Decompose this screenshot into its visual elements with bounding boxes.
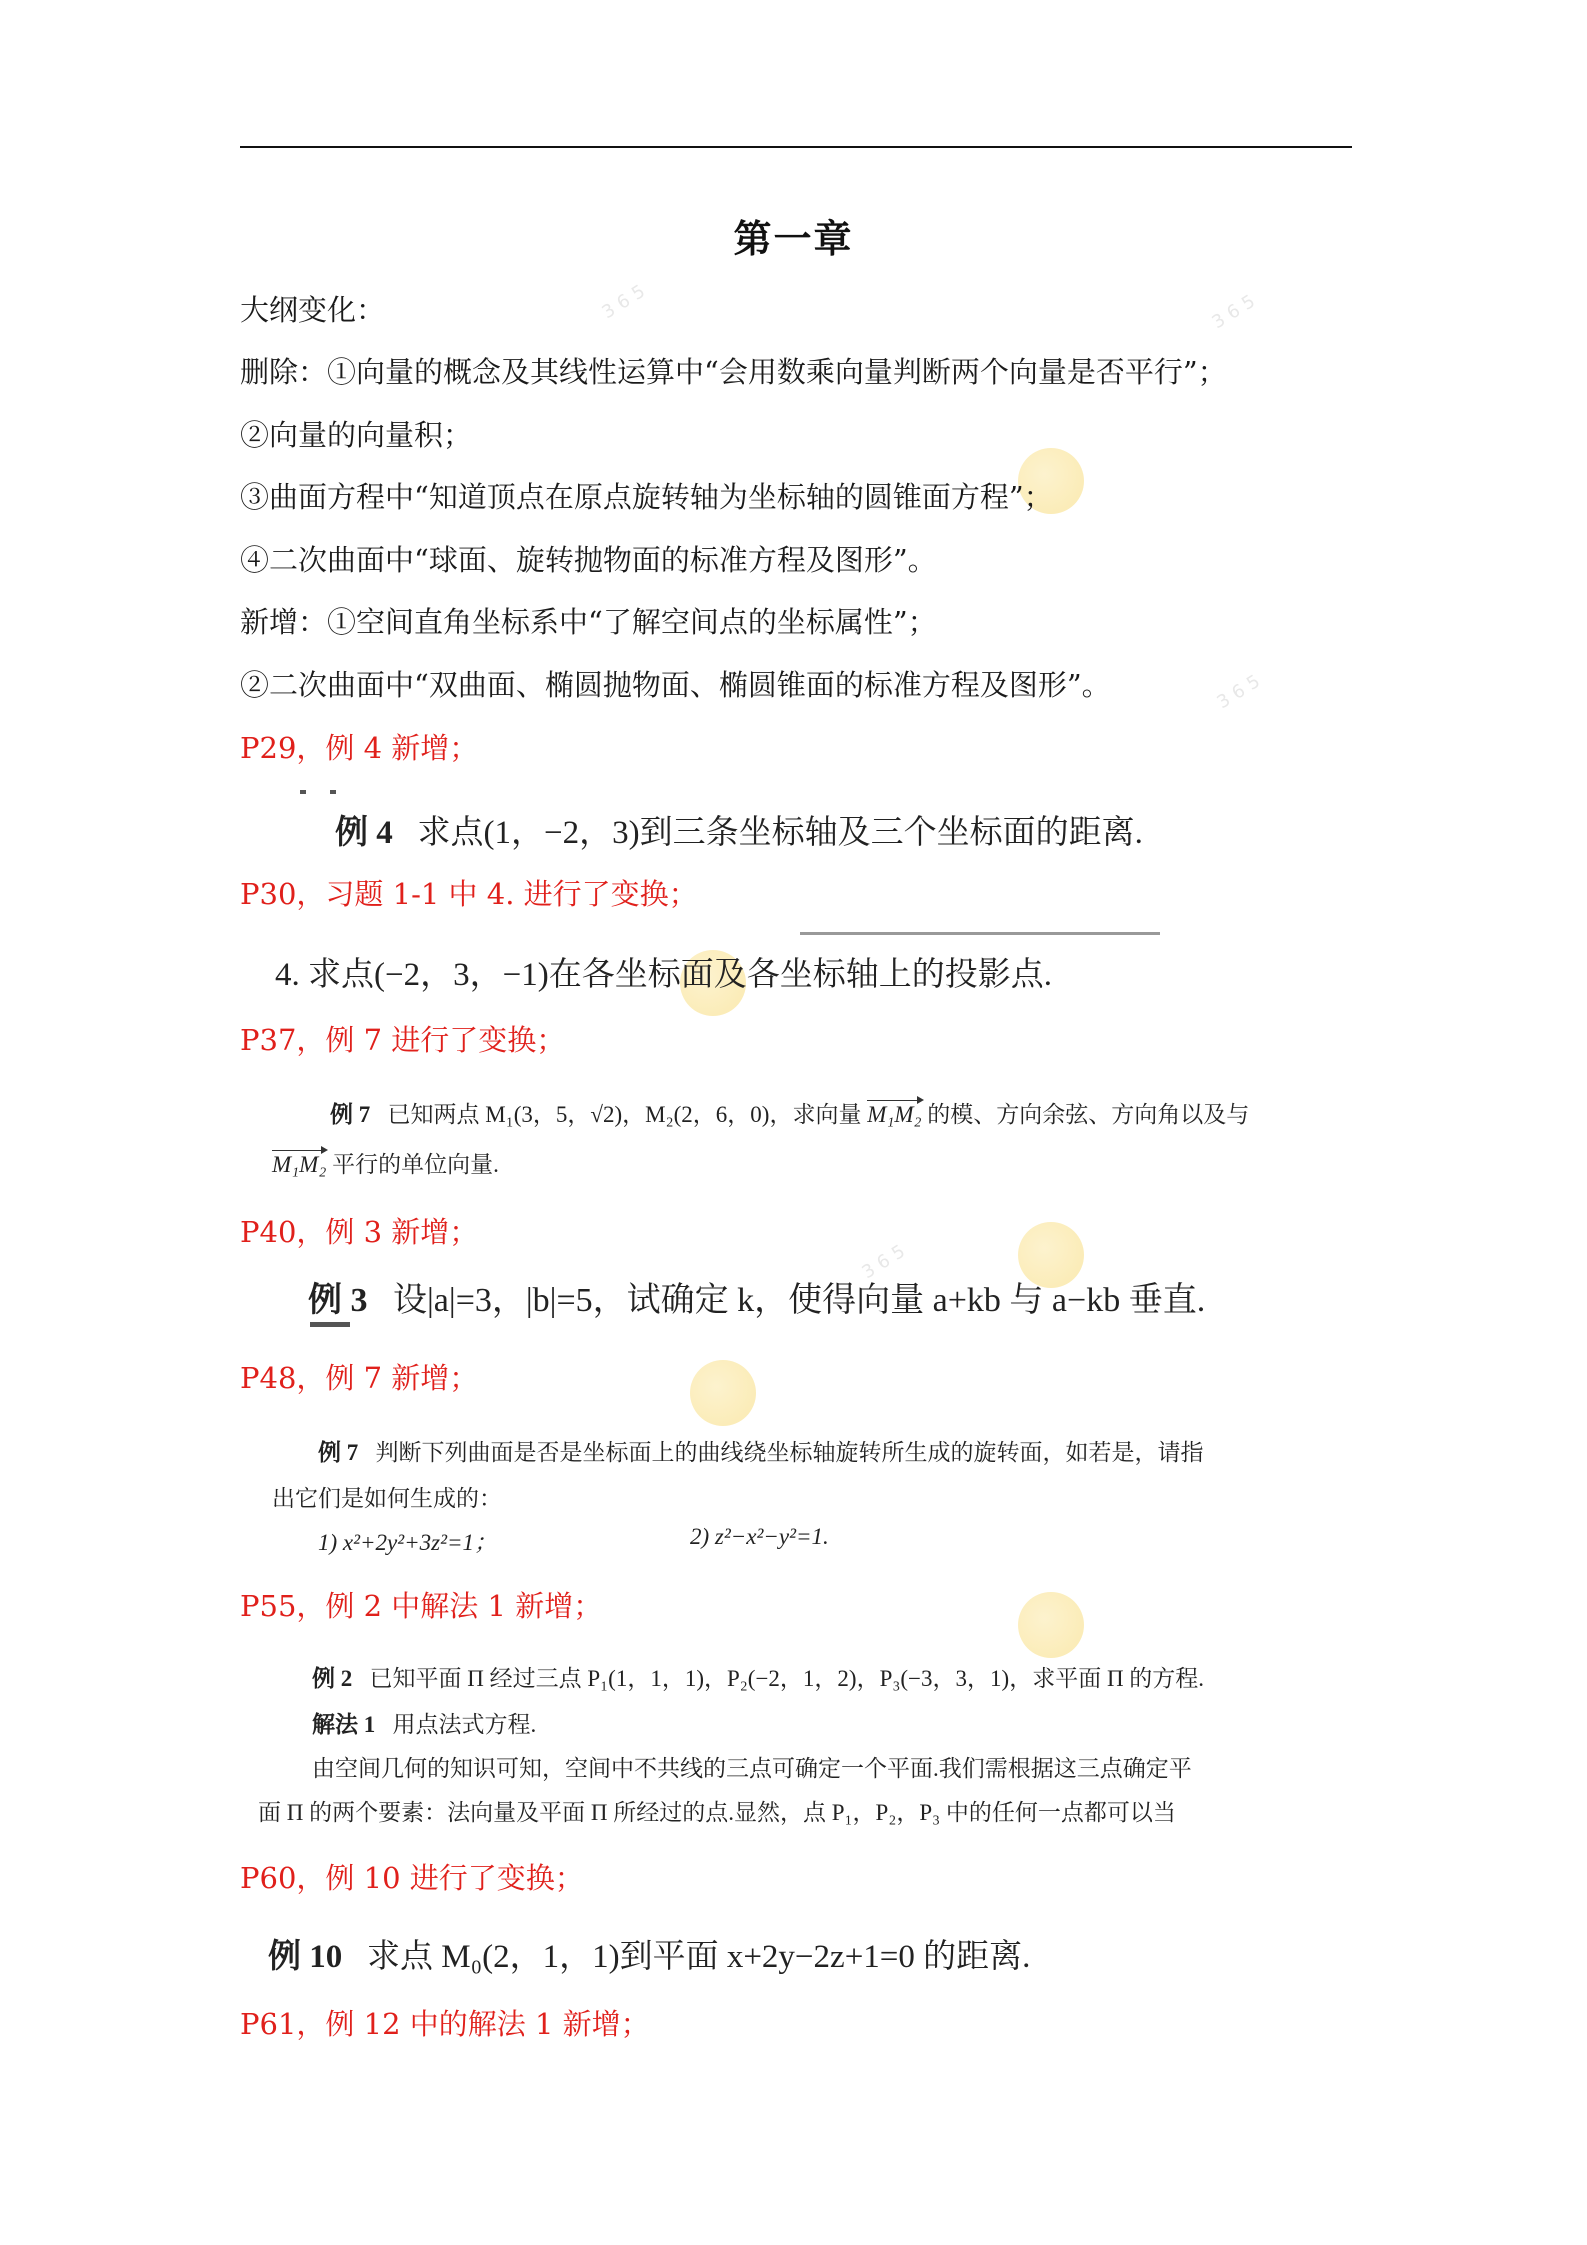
excerpt-example-7b — [318, 1434, 1204, 1467]
example-text: 已知平面 Π 经过三点 P₁(1，1，1)，P₂(−2，1，2)，P₃(−3，3，1)，求平面 Π 的方程. — [369, 1666, 1205, 1691]
example-label: 例 7 — [330, 1102, 371, 1127]
excerpt-example-2 — [312, 1660, 1204, 1693]
excerpt-example-7b-line2: 出它们是如何生成的： — [272, 1486, 502, 1511]
syllabus-heading: 大纲变化： — [240, 293, 386, 327]
syllabus-line: ②向量的向量积； — [240, 418, 473, 452]
header-rule — [240, 146, 1352, 148]
scan-artifact — [800, 932, 1160, 935]
chapter-title: 第一章 — [733, 216, 854, 261]
change-note: P30，习题 1-1 中 4. 进行了变换； — [240, 877, 698, 911]
change-note: P48，例 7 新增； — [240, 1361, 479, 1395]
excerpt-exercise-4: 4. 求点(−2，3，−1)在各坐标面及各坐标轴上的投影点. — [275, 957, 1052, 993]
change-note: P29，例 4 新增； — [240, 731, 479, 765]
excerpt-example-7a-line2 — [272, 1146, 499, 1179]
excerpt-example-4 — [335, 806, 1143, 853]
example-label: 例 2 — [312, 1666, 353, 1691]
scan-artifact — [310, 1322, 350, 1327]
change-note: P60，例 10 进行了变换； — [240, 1861, 584, 1895]
example-text: 已知两点 M₁(3，5，√2)，M₂(2，6，0)，求向量 — [387, 1102, 862, 1127]
example-label: 例 3 — [308, 1282, 368, 1319]
watermark-text: 365 — [598, 277, 654, 324]
syllabus-line: 新增：①空间直角坐标系中“了解空间点的坐标属性”； — [240, 605, 937, 639]
watermark-text: 365 — [1213, 667, 1269, 714]
example-label: 例 4 — [335, 815, 393, 851]
excerpt-example-7b-item2: 2) z²−x²−y²=1. — [690, 1524, 829, 1549]
example-label: 例 10 — [268, 1939, 343, 1975]
example-text: 求点 M₀(2，1，1)到平面 x+2y−2z+1=0 的距离. — [367, 1939, 1031, 1975]
change-note: P40，例 3 新增； — [240, 1215, 479, 1249]
example-text: 求点(1，−2，3)到三条坐标轴及三个坐标面的距离. — [417, 815, 1143, 851]
change-note: P61，例 12 中的解法 1 新增； — [240, 2007, 650, 2041]
example-label: 例 7 — [318, 1440, 359, 1465]
watermark-text: 365 — [1208, 287, 1264, 334]
method-text: 用点法式方程. — [392, 1712, 537, 1737]
syllabus-line: ②二次曲面中“双曲面、椭圆抛物面、椭圆锥面的标准方程及图形”。 — [240, 668, 1111, 702]
excerpt-example-2-line3: 由空间几何的知识可知，空间中不共线的三点可确定一个平面.我们需根据这三点确定平 — [312, 1756, 1192, 1781]
excerpt-example-7a — [330, 1096, 1249, 1129]
watermark-text: 365 — [858, 1237, 914, 1284]
method-label: 解法 1 — [312, 1712, 376, 1737]
example-text: 的模、方向余弦、方向角以及与 — [927, 1102, 1250, 1127]
vector-m1m2: M₁M₂ — [272, 1152, 327, 1177]
excerpt-example-7b-item1: 1) x²+2y²+3z²=1； — [318, 1530, 498, 1555]
example-text: 设|a|=3，|b|=5，试确定 k，使得向量 a+kb 与 a−kb 垂直. — [393, 1282, 1206, 1319]
scan-artifact — [300, 790, 306, 794]
watermark-logo — [1018, 1592, 1084, 1658]
change-note: P37，例 7 进行了变换； — [240, 1023, 566, 1057]
syllabus-line: ④二次曲面中“球面、旋转抛物面的标准方程及图形”。 — [240, 543, 937, 577]
syllabus-line: 删除：①向量的概念及其线性运算中“会用数乘向量判断两个向量是否平行”； — [240, 355, 1227, 389]
syllabus-line: ③曲面方程中“知道顶点在原点旋转轴为坐标轴的圆锥面方程”； — [240, 480, 1053, 514]
example-text: 平行的单位向量. — [332, 1152, 499, 1177]
excerpt-example-3 — [308, 1272, 1205, 1321]
excerpt-example-2-method — [312, 1706, 536, 1739]
change-note: P55，例 2 中解法 1 新增； — [240, 1589, 603, 1623]
excerpt-example-10 — [268, 1930, 1030, 1977]
example-text: 判断下列曲面是否是坐标面上的曲线绕坐标轴旋转所生成的旋转面，如若是，请指 — [375, 1440, 1204, 1465]
watermark-logo — [690, 1360, 756, 1426]
vector-m1m2: M₁M₂ — [867, 1102, 922, 1127]
scan-artifact — [330, 790, 336, 794]
excerpt-example-2-line4: 面 Π 的两个要素：法向量及平面 Π 所经过的点.显然，点 P₁，P₂，P₃ 中的任何一点都可以当 — [258, 1800, 1176, 1825]
